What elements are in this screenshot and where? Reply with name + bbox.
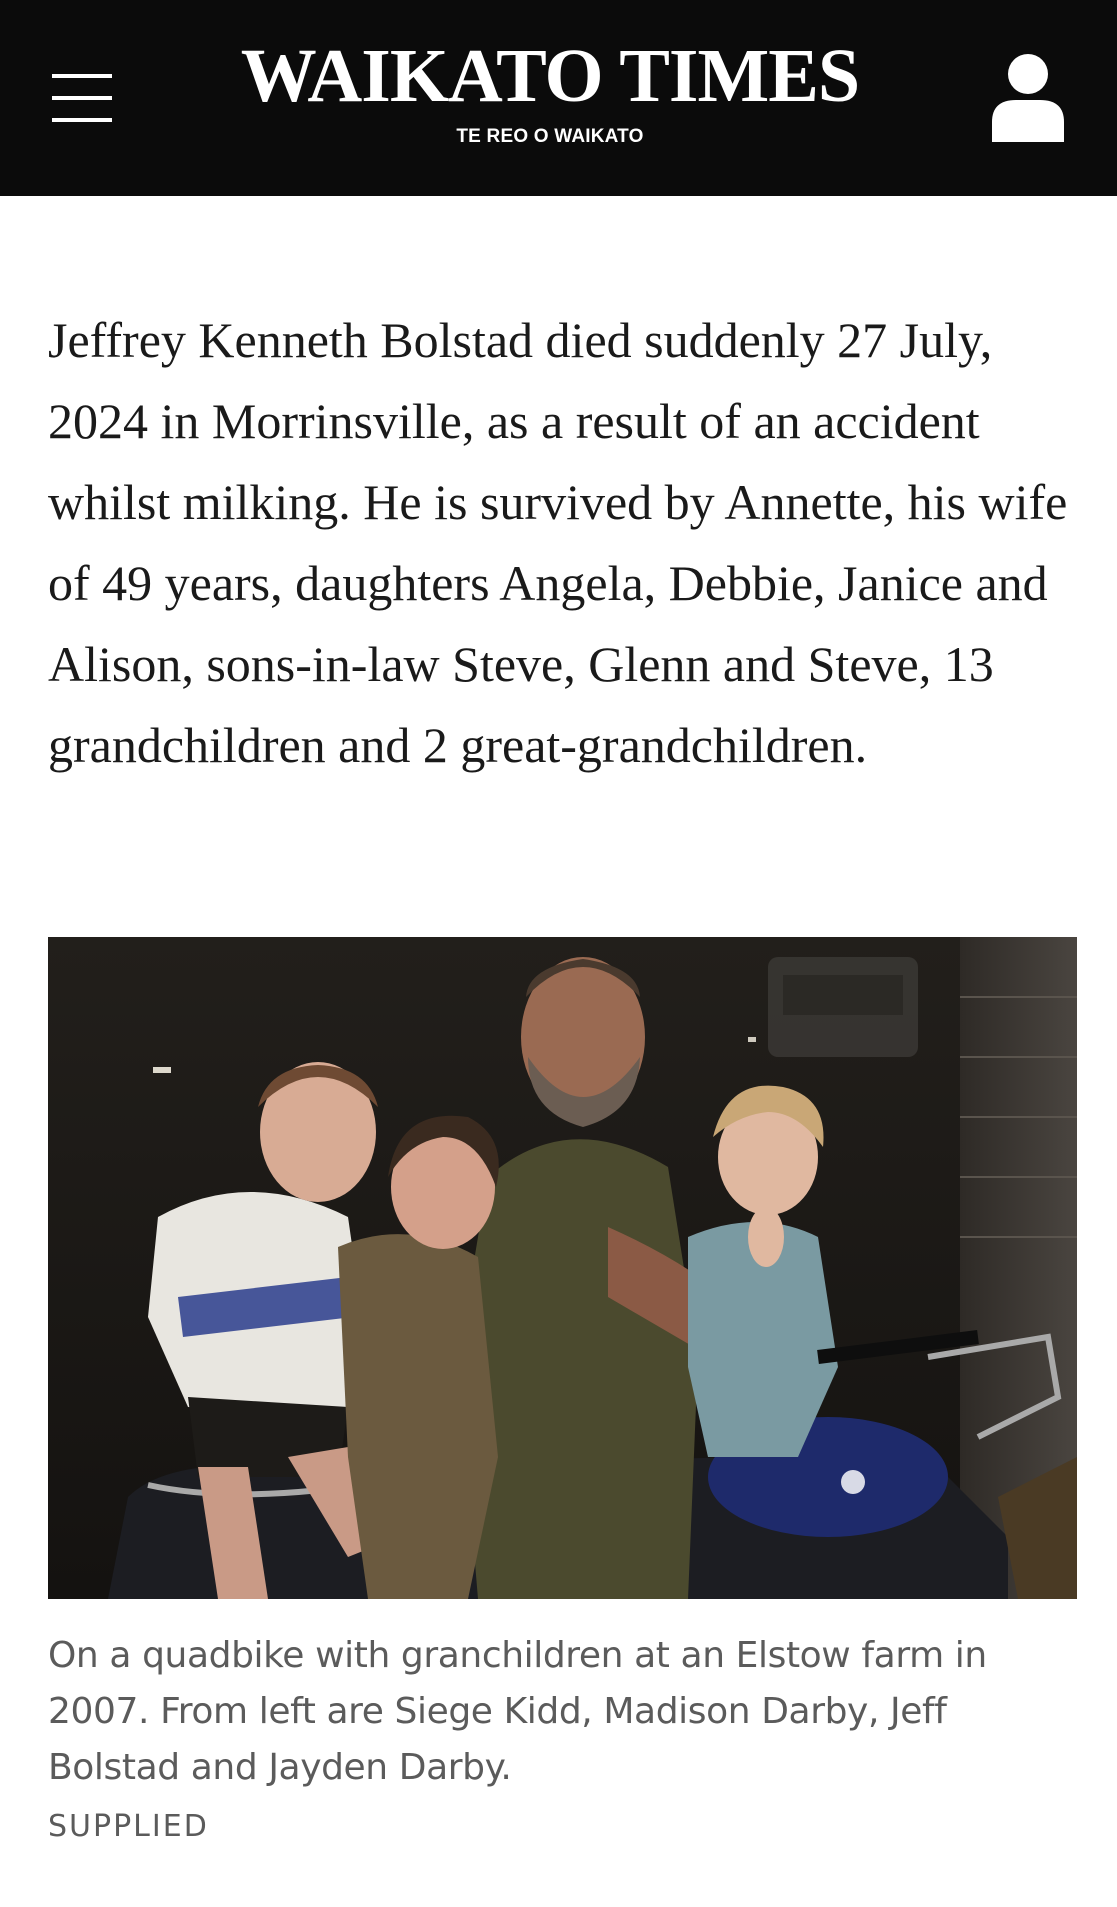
photo-caption: On a quadbike with granchildren at an Elstow farm in 2007. From left are Siege Kidd, Madison Darby, Jeff Bolstad and Jayden Darby. [48,1635,987,1788]
user-account-icon[interactable] [990,52,1066,142]
photo-credit: SUPPLIED [48,1809,209,1844]
masthead-subtitle: TE REO O WAIKATO [456,126,644,147]
article-paragraph: Jeffrey Kenneth Bolstad died suddenly 27 July, 2024 in Morrinsville, as a result of an accident whilst milking. He is survived by Annette, his wife of 49 years, daughters Angela, Debbie, Janice and Alison, sons-in-law Steve, Glenn and Steve, 13 grandchildren and 2 great-grandchildren. [48,312,1068,773]
site-header [0,0,1117,196]
article-photo[interactable] [48,937,1077,1599]
masthead-title: WAIKATO TIMES [240,34,860,118]
masthead-logo[interactable] [230,34,870,148]
hamburger-menu-icon[interactable] [52,70,112,122]
